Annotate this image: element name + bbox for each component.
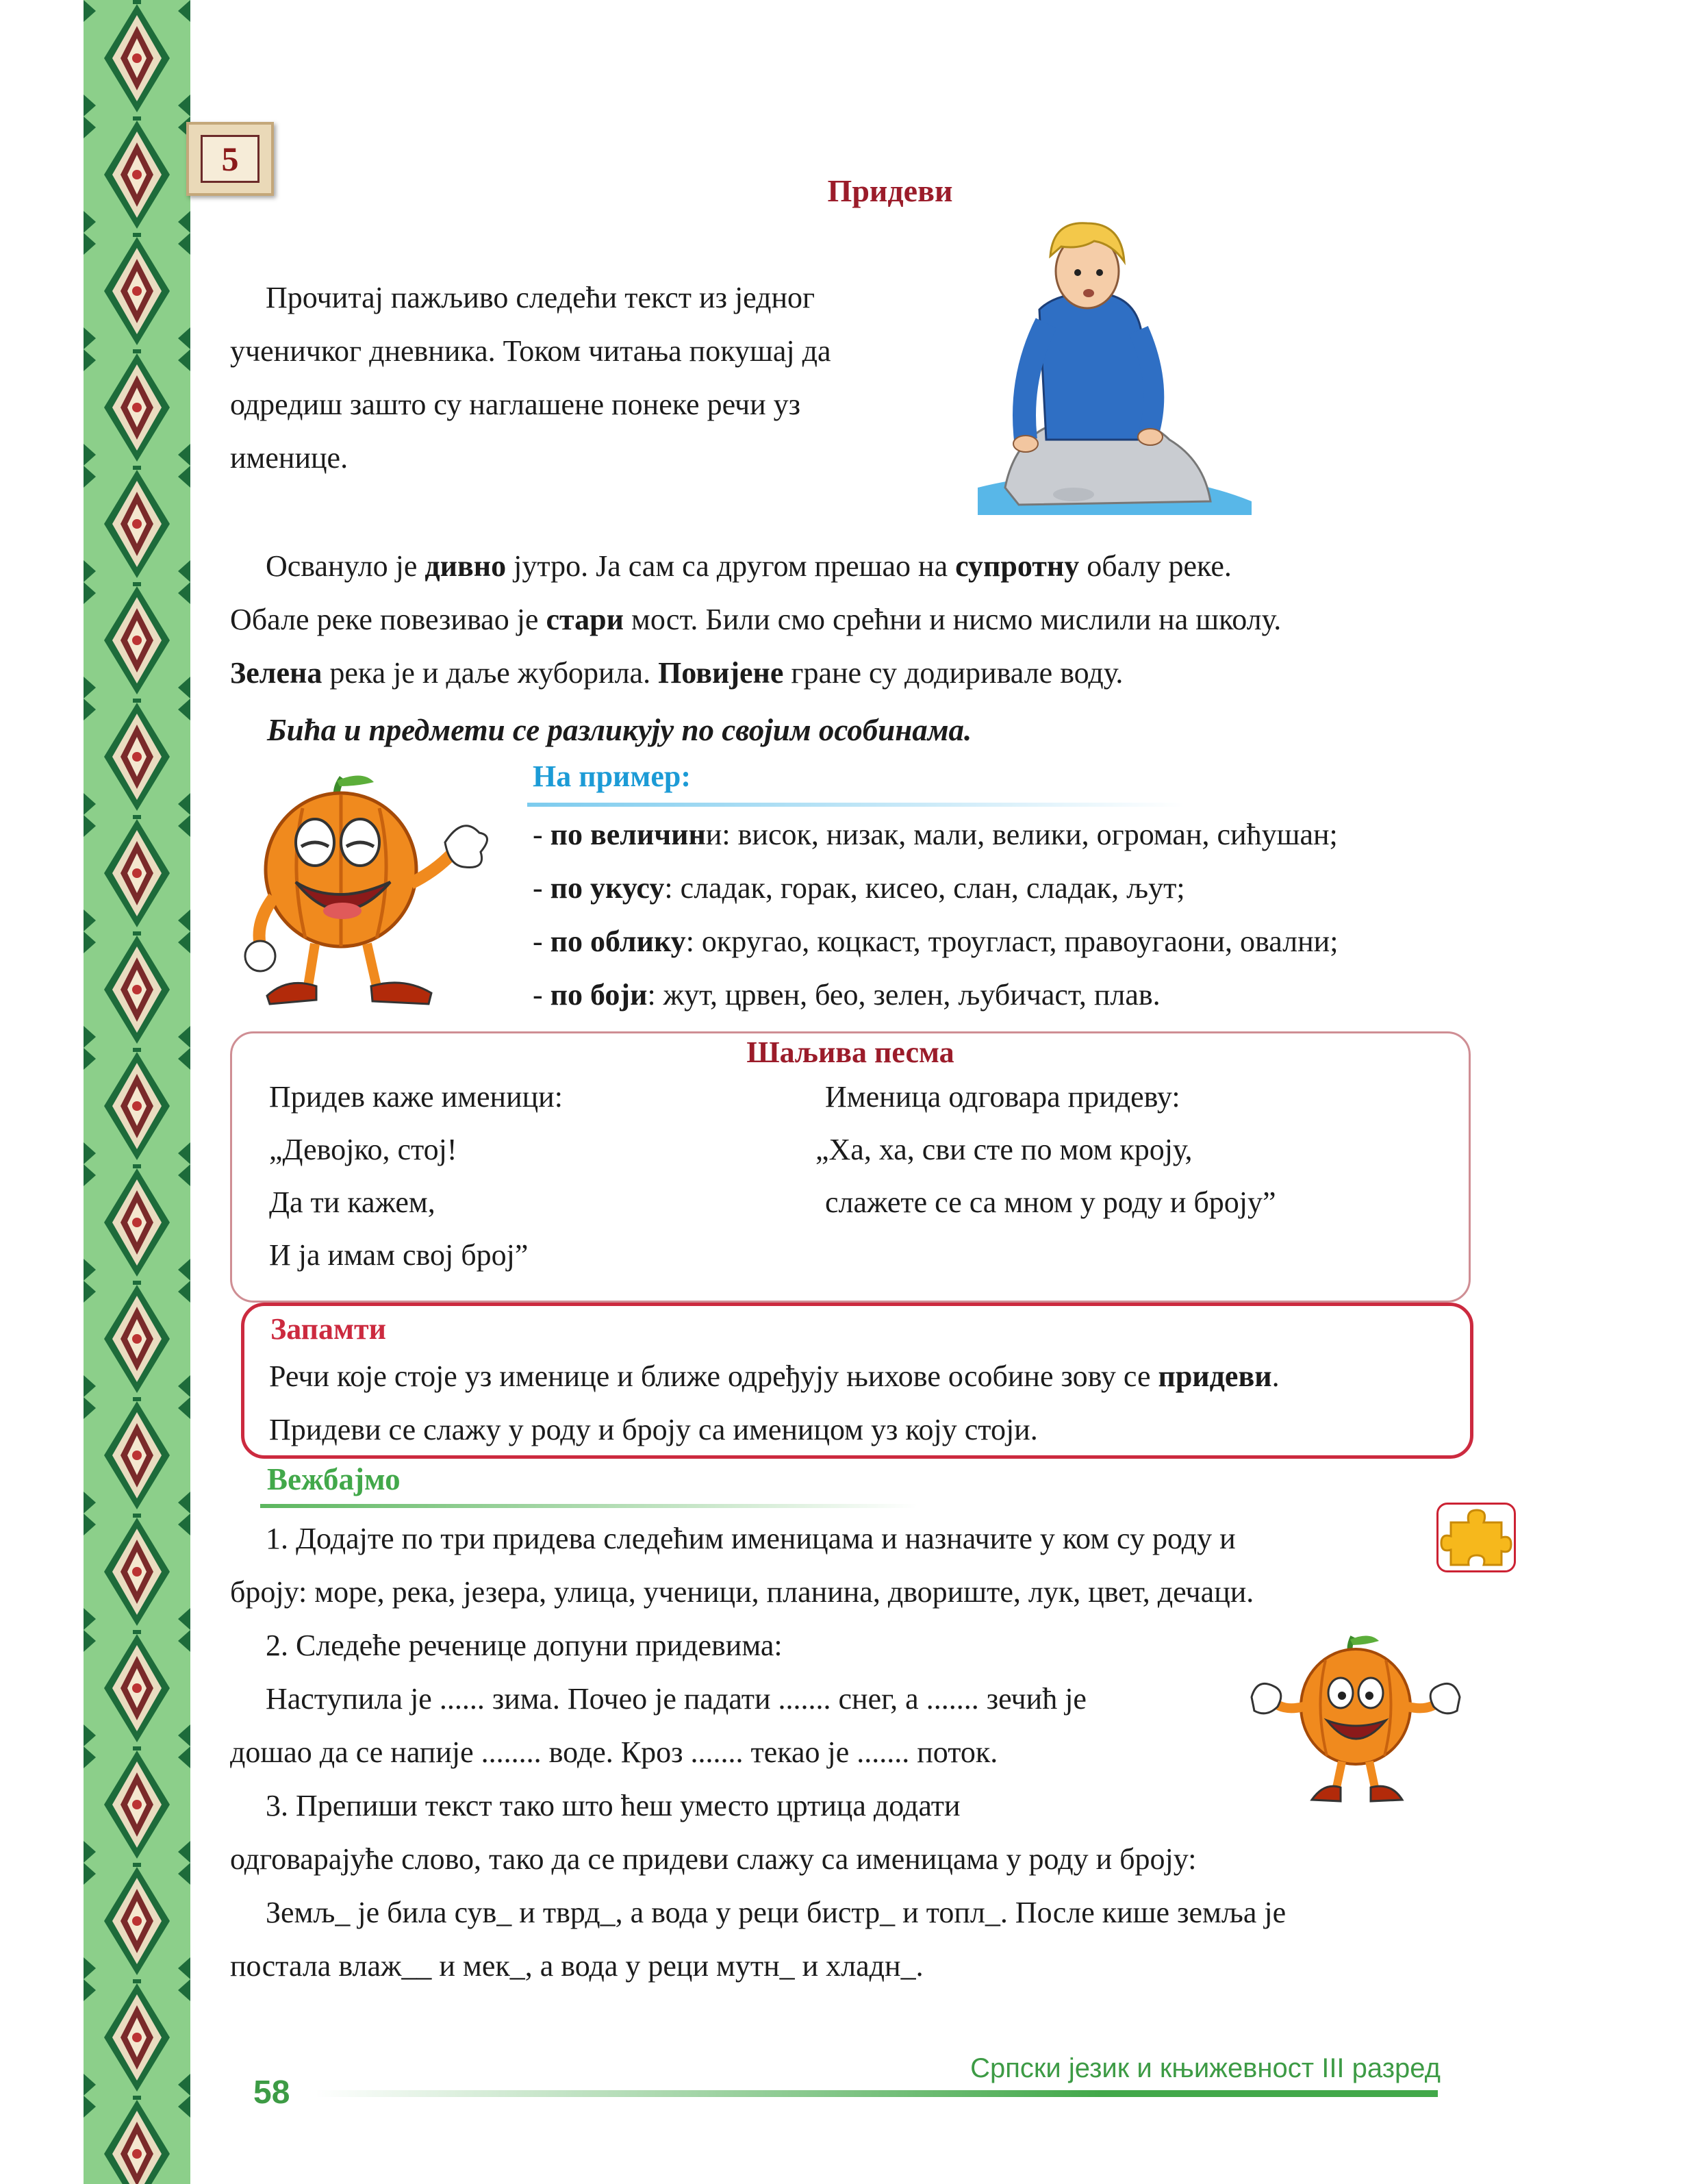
song-line: Да ти кажем, — [269, 1185, 435, 1219]
list-item — [533, 915, 1338, 968]
list-dash: - — [533, 978, 550, 1012]
remember-line: Придеви се слажу у роду и броју са именицом уз коју стоји. — [269, 1413, 1038, 1446]
remember-text — [269, 1350, 1280, 1457]
story-text: Обале реке повезивао је — [230, 603, 546, 636]
story-line — [230, 593, 1281, 647]
story-adjective: Зелена — [230, 656, 322, 690]
list-dash: - — [533, 818, 550, 851]
story-text: мост. Били смо срећни и нисмо мислили на школу. — [623, 603, 1282, 636]
song-line: Именица одговара придеву: — [825, 1080, 1180, 1114]
intro-paragraph — [230, 271, 831, 485]
ornament-border — [84, 0, 190, 2184]
story-text: обалу реке. — [1079, 549, 1232, 583]
list-item — [533, 968, 1338, 1022]
boy-illustration — [978, 214, 1252, 515]
pumpkin-mascot-small-icon — [1246, 1630, 1472, 1808]
list-dash: - — [533, 871, 550, 905]
puzzle-piece-icon — [1436, 1503, 1516, 1572]
exercise-line: 3. Препиши текст тако што ћеш уместо цртица додати — [266, 1789, 961, 1822]
list-item — [533, 808, 1338, 862]
song-line: „Ха, ха, сви сте по мом кроју, — [815, 1133, 1193, 1166]
exercise-line: дошао да се напије ........ воде. Кроз ....... текао је ....... поток. — [230, 1735, 998, 1769]
intro-line: одредиш зашто су наглашене понеке речи уз — [230, 388, 801, 421]
list-label-rest: и — [705, 818, 722, 851]
chapter-badge — [186, 122, 274, 196]
story-text: гране су додиривале воду. — [783, 656, 1124, 690]
exercise-line: броју: море, река, језера, улица, ученици, планина, двориште, лук, цвет, дечаци. — [230, 1575, 1254, 1609]
song-right-column — [815, 1070, 1276, 1229]
list-label: по боји — [550, 978, 648, 1012]
intro-line: именице. — [230, 441, 349, 475]
list-text: : висок, низак, мали, велики, огроман, сићушан; — [722, 818, 1338, 851]
list-text: : жут, црвен, бео, зелен, љубичаст, плав. — [647, 978, 1161, 1012]
song-left-column — [269, 1070, 563, 1281]
list-label: по укусу — [550, 871, 665, 905]
list-label: по облику — [550, 925, 686, 958]
practice-heading: Вежбајмо — [267, 1462, 401, 1496]
example-heading: На пример: — [533, 760, 692, 793]
song-line: Придев каже именици: — [269, 1080, 563, 1114]
story-text: река је и даље жуборила. — [322, 656, 659, 690]
example-list — [533, 808, 1338, 1022]
exercise-line: постала влаж__ и мек_, а вода у реци мутн_ и хладн_. — [230, 1949, 924, 1983]
story-text: Освануло је — [266, 549, 425, 583]
story-adjective: супротну — [955, 549, 1080, 583]
story-adjective: стари — [546, 603, 624, 636]
list-label: по величин — [550, 818, 706, 851]
song-line: слажете се са мном у роду и броју” — [825, 1185, 1276, 1219]
remember-keyword: придеви — [1158, 1359, 1272, 1393]
exercise-line: Земљ_ је била сув_ и тврд_, а вода у реци бистр_ и топл_. После кише земља је — [266, 1896, 1287, 1929]
exercise-line: 1. Додајте по три придева следећим именицама и назначите у ком су роду и — [266, 1522, 1236, 1555]
list-text: : сладак, горак, кисео, слан, сладак, љут; — [664, 871, 1185, 905]
remember-line — [269, 1350, 1280, 1403]
exercise-line: Наступила је ...... зима. Почео је падати ....... снег, а ....... зечић је — [266, 1682, 1087, 1716]
song-box — [230, 1031, 1471, 1303]
exercise-list — [230, 1512, 1286, 1993]
exercise-line: 2. Следеће реченице допуни придевима: — [266, 1629, 783, 1662]
book-title: Српски језик и књижевност III разред — [970, 2053, 1441, 2083]
remember-box — [241, 1303, 1473, 1459]
list-item — [533, 862, 1338, 915]
list-text: : округао, коцкаст, троугласт, правоугаони, овални; — [685, 925, 1339, 958]
rule-sentence: Бића и предмети се разликују по својим особинама. — [267, 713, 972, 747]
list-dash: - — [533, 925, 550, 958]
page-title: Придеви — [827, 173, 953, 208]
song-title: Шаљива песма — [746, 1035, 954, 1069]
song-line: И ја имам свој број” — [269, 1238, 529, 1272]
diary-text — [230, 540, 1281, 700]
page-number: 58 — [253, 2074, 290, 2111]
remember-title: Запамти — [270, 1312, 386, 1346]
story-adjective: дивно — [424, 549, 507, 583]
story-line — [230, 540, 1281, 593]
story-text: јутро. Ја сам са другом прешао на — [506, 549, 956, 583]
practice-underline — [260, 1504, 917, 1508]
exercise-line: одговарајуће слово, тако да се придеви слажу са именицама у роду и броју: — [230, 1842, 1197, 1876]
remember-text-part: . — [1271, 1359, 1280, 1393]
song-line: „Девојко, стој! — [269, 1133, 457, 1166]
story-line — [230, 647, 1281, 700]
pumpkin-mascot-icon — [226, 767, 500, 1014]
example-underline — [527, 803, 1184, 807]
remember-text-part: Речи које стоје уз именице и ближе одређују њихове особине зову се — [269, 1359, 1158, 1393]
story-adjective: Повијене — [658, 656, 784, 690]
intro-line: ученичког дневника. Током читања покушај да — [230, 334, 831, 368]
chapter-number: 5 — [201, 135, 259, 183]
intro-line: Прочитај пажљиво следећи текст из једног — [266, 281, 815, 314]
footer-rule — [315, 2090, 1438, 2097]
